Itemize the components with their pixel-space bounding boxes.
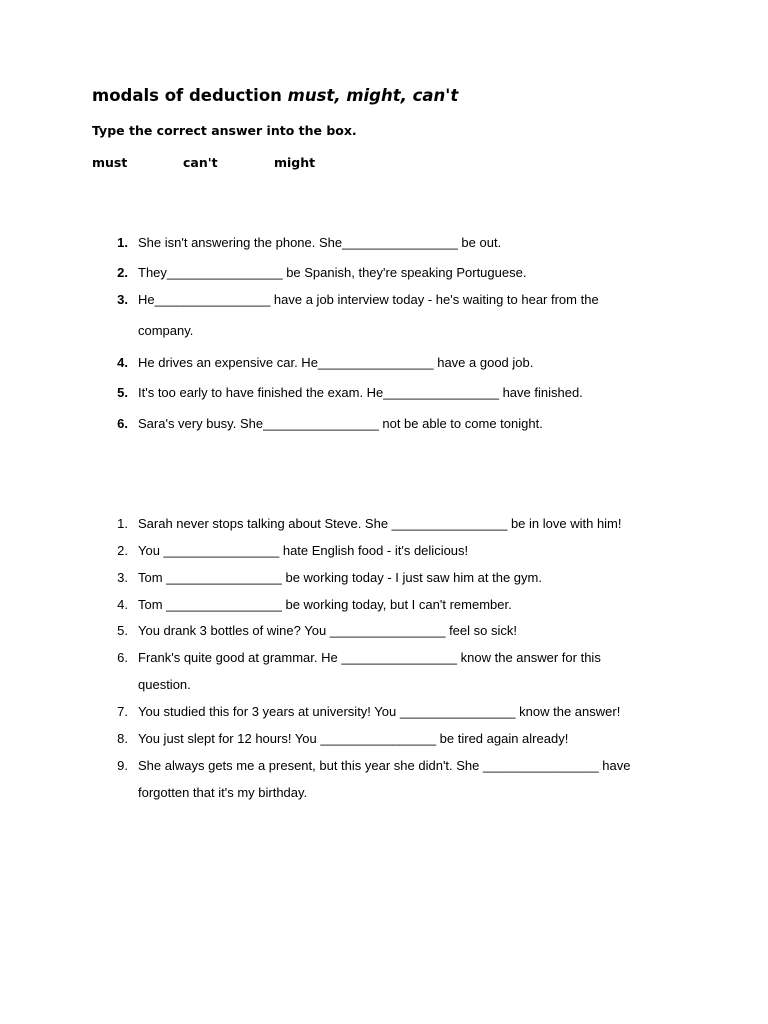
question-text: Frank's quite good at grammar. He ________________ know the answer for this bbox=[138, 650, 601, 665]
title-main: modals of deduction bbox=[92, 86, 288, 105]
question-text: Sara's very busy. She________________ not be able to come tonight. bbox=[138, 416, 543, 431]
question-number: 3. bbox=[117, 292, 128, 307]
word-bank-item: might bbox=[274, 155, 316, 170]
question-text: You drank 3 bottles of wine? You ________________ feel so sick! bbox=[138, 623, 517, 638]
question-number: 1. bbox=[117, 235, 128, 250]
title-italic: must, might, can't bbox=[287, 86, 459, 105]
question-text: Tom ________________ be working today - I just saw him at the gym. bbox=[138, 570, 542, 585]
question-text: It's too early to have finished the exam. He________________ have finished. bbox=[138, 385, 583, 400]
question-number: 6. bbox=[117, 416, 128, 431]
question-text-continued: company. bbox=[138, 323, 194, 338]
word-bank-item: must bbox=[92, 155, 128, 170]
question-number: 5. bbox=[117, 623, 128, 638]
question-number: 4. bbox=[117, 597, 128, 612]
question-number: 9. bbox=[117, 758, 128, 773]
question-text: Tom ________________ be working today, but I can't remember. bbox=[138, 597, 512, 612]
question-text: He________________ have a job interview today - he's waiting to hear from the bbox=[138, 292, 599, 307]
question-text: They________________ be Spanish, they're speaking Portuguese. bbox=[138, 265, 527, 280]
question-text: You just slept for 12 hours! You ________________ be tired again already! bbox=[138, 731, 569, 746]
question-number: 2. bbox=[117, 265, 128, 280]
question-text: He drives an expensive car. He________________ have a good job. bbox=[138, 355, 534, 370]
question-text: She always gets me a present, but this year she didn't. She ________________ have bbox=[138, 758, 631, 773]
question-text: Sarah never stops talking about Steve. She ________________ be in love with him! bbox=[138, 516, 622, 531]
page-title bbox=[92, 86, 458, 105]
question-text-continued: forgotten that it's my birthday. bbox=[138, 785, 308, 800]
question-text: You studied this for 3 years at university! You ________________ know the answer! bbox=[138, 704, 621, 719]
question-number: 2. bbox=[117, 543, 128, 558]
question-number: 5. bbox=[117, 385, 128, 400]
question-number: 8. bbox=[117, 731, 128, 746]
question-text-continued: question. bbox=[138, 677, 191, 692]
instruction-text: Type the correct answer into the box. bbox=[92, 123, 357, 138]
question-text: You ________________ hate English food - it's delicious! bbox=[138, 543, 469, 558]
question-number: 3. bbox=[117, 570, 128, 585]
question-text: She isn't answering the phone. She________________ be out. bbox=[138, 235, 502, 250]
question-number: 6. bbox=[117, 650, 128, 665]
question-number: 4. bbox=[117, 355, 128, 370]
word-bank-item: can't bbox=[183, 155, 218, 170]
question-number: 7. bbox=[117, 704, 128, 719]
question-number: 1. bbox=[117, 516, 128, 531]
